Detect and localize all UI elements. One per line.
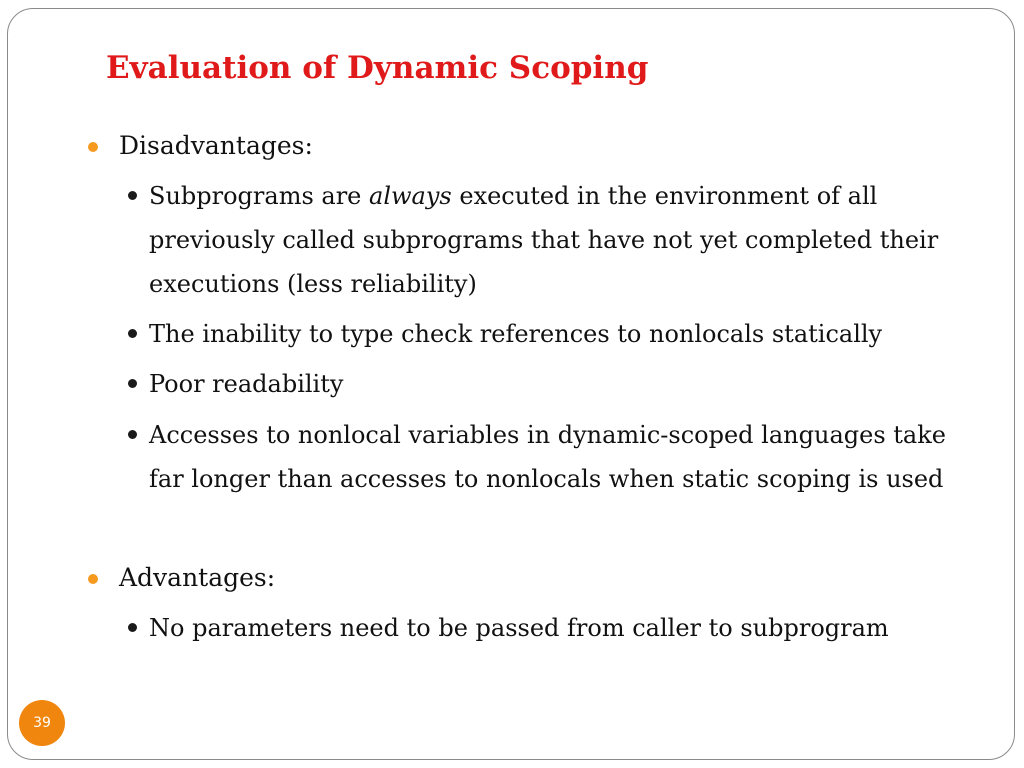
bullet-icon xyxy=(128,191,137,200)
disadvantage-item-2 xyxy=(128,312,978,356)
text-segment: Subprograms are xyxy=(149,182,370,210)
disadvantage-item-1-text xyxy=(149,174,959,306)
bullet-icon xyxy=(128,430,137,439)
emphasis-always: always xyxy=(369,182,452,210)
disadvantage-item-3-text: Poor readability xyxy=(149,370,344,398)
disadvantage-item-4 xyxy=(128,413,978,501)
page-number-badge: 39 xyxy=(19,700,65,746)
orange-bullet-icon xyxy=(88,142,98,152)
disadvantage-item-3 xyxy=(128,362,978,406)
bullet-icon xyxy=(128,329,137,338)
orange-bullet-icon xyxy=(88,574,98,584)
disadvantage-item-4-text: Accesses to nonlocal variables in dynamic-scoped languages take far longer than accesses to nonlocals when static scoping is used xyxy=(149,421,946,493)
disadvantages-heading-text: Disadvantages: xyxy=(119,131,313,160)
bullet-icon xyxy=(128,379,137,388)
slide-title: Evaluation of Dynamic Scoping xyxy=(106,50,649,86)
bullet-icon xyxy=(128,623,137,632)
disadvantage-item-2-text: The inability to type check references to nonlocals statically xyxy=(149,320,883,348)
advantage-item-1 xyxy=(128,606,978,650)
advantages-heading-text: Advantages: xyxy=(119,563,276,592)
advantage-item-1-text: No parameters need to be passed from caller to subprogram xyxy=(149,614,889,642)
text-segment: executed in the environment of all previously called subprograms that have not yet completed their executions (less reliability) xyxy=(149,182,939,298)
disadvantage-item-1 xyxy=(128,174,978,306)
